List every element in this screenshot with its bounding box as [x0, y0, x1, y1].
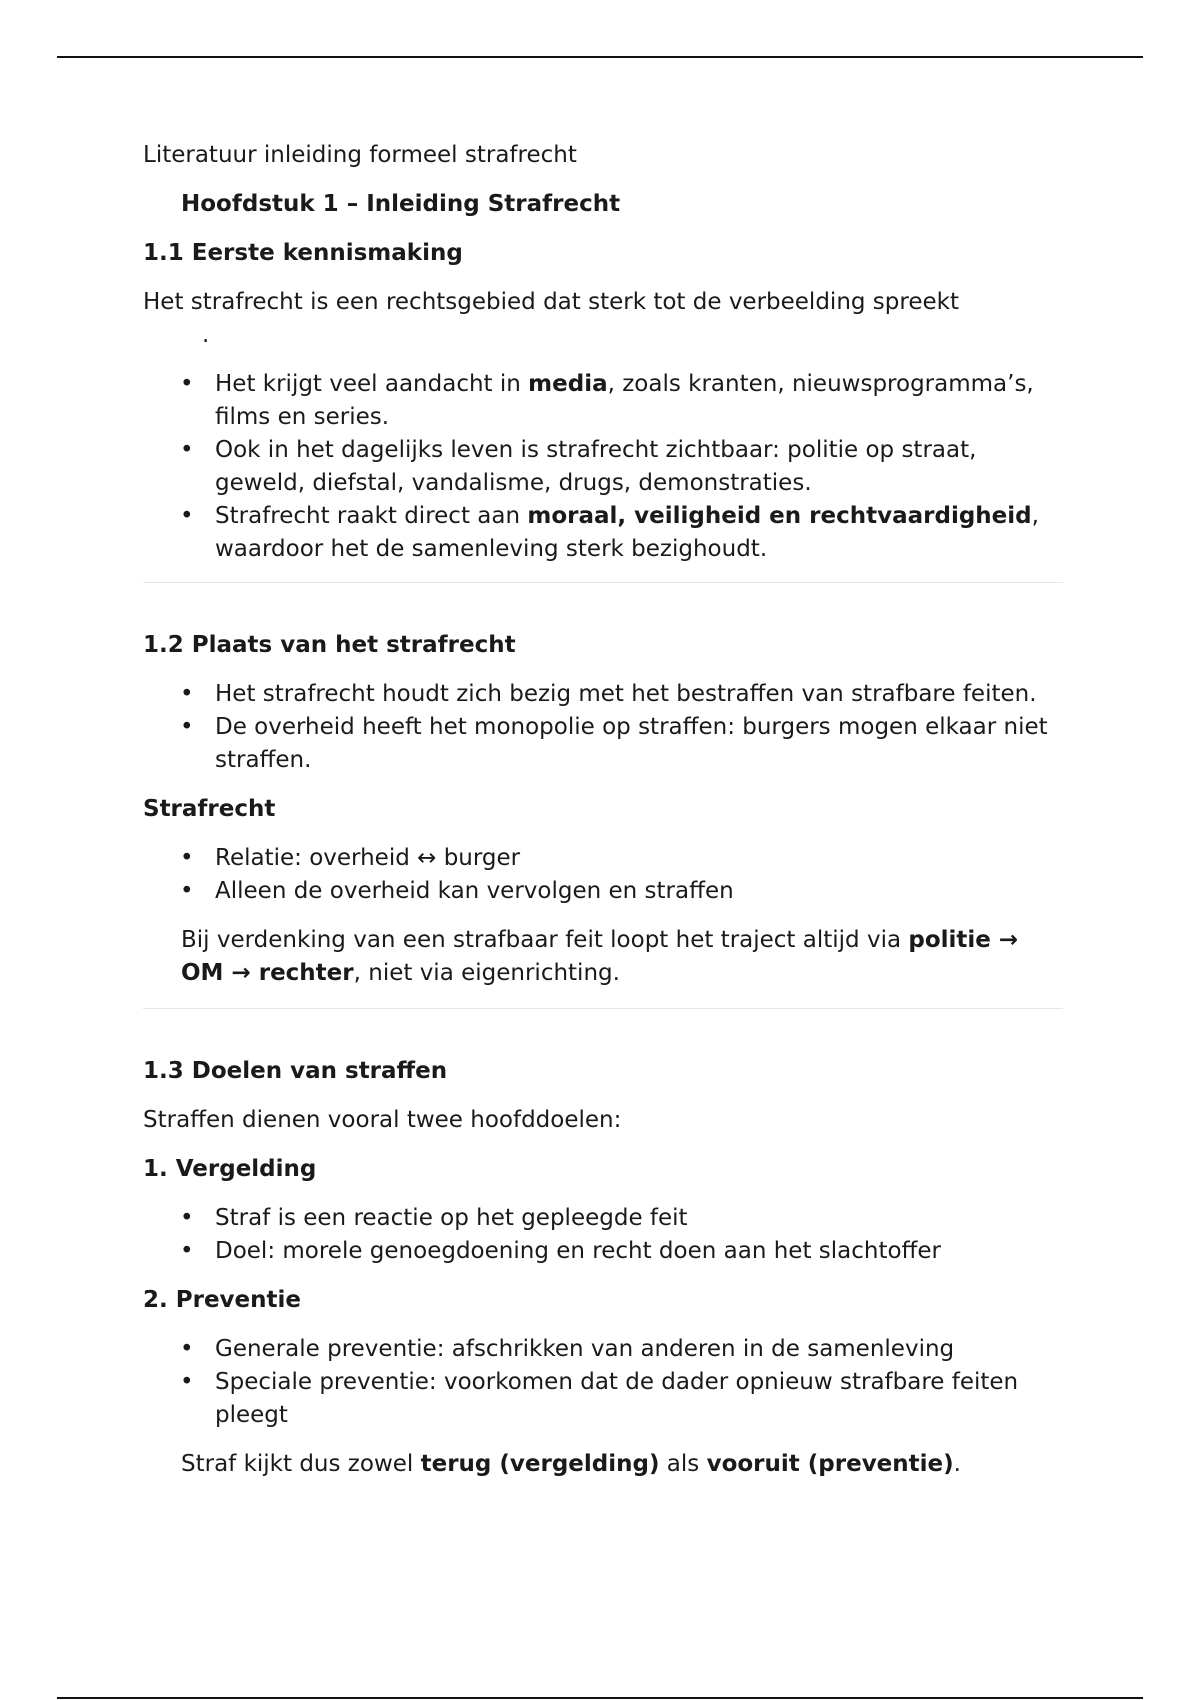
section-1-3-intro: Straffen dienen vooral twee hoofddoelen: — [143, 1107, 622, 1133]
strafrecht-list — [143, 842, 1063, 908]
document-page — [143, 139, 1063, 1497]
list-item: • Straf is een reactie op het gepleegde feit — [215, 1202, 1063, 1235]
page-bottom-rule — [57, 1697, 1143, 1699]
list-item: • Strafrecht raakt direct aan moraal, veiligheid en rechtvaardigheid, waardoor het de samenleving sterk bezighoudt. — [215, 500, 1063, 566]
section-divider — [143, 1008, 1063, 1009]
conclusion: Straf kijkt dus zowel terug (vergelding) als vooruit (preventie). — [181, 1451, 961, 1477]
stray-dot: . — [202, 322, 210, 348]
list-item: • Relatie: overheid ↔ burger — [215, 842, 1063, 875]
goal-heading-vergelding: 1. Vergelding — [143, 1156, 317, 1182]
list-item: • Het krijgt veel aandacht in media, zoals kranten, nieuwsprogramma’s, films en series. — [215, 368, 1063, 434]
subheading-strafrecht: Strafrecht — [143, 796, 276, 822]
document-title: Literatuur inleiding formeel strafrecht — [143, 142, 577, 168]
section-1-2-list — [143, 678, 1063, 777]
chapter-title: Hoofdstuk 1 – Inleiding Strafrecht — [181, 191, 621, 217]
vergelding-list — [143, 1202, 1063, 1268]
list-item: • Ook in het dagelijks leven is strafrecht zichtbaar: politie op straat, geweld, diefstal, vandalisme, drugs, demonstraties. — [215, 434, 1063, 500]
page-top-rule — [57, 56, 1143, 58]
goal-heading-preventie: 2. Preventie — [143, 1287, 301, 1313]
section-heading-1-2: 1.2 Plaats van het strafrecht — [143, 632, 516, 658]
list-item: • De overheid heeft het monopolie op straffen: burgers mogen elkaar niet straffen. — [215, 711, 1063, 777]
list-item: • Doel: morele genoegdoening en recht doen aan het slachtoffer — [215, 1235, 1063, 1268]
section-heading-1-3: 1.3 Doelen van straffen — [143, 1058, 448, 1084]
preventie-list — [143, 1333, 1063, 1432]
section-heading-1-1: 1.1 Eerste kennismaking — [143, 240, 463, 266]
procedure-note: Bij verdenking van een strafbaar feit loopt het traject altijd via politie → OM → rechter, niet via eigenrichting. — [181, 927, 1019, 986]
list-item: • Alleen de overheid kan vervolgen en straffen — [215, 875, 1063, 908]
section-1-1-list — [143, 368, 1063, 566]
list-item: • Het strafrecht houdt zich bezig met het bestraffen van strafbare feiten. — [215, 678, 1063, 711]
list-item: • Generale preventie: afschrikken van anderen in de samenleving — [215, 1333, 1063, 1366]
section-1-1-intro: Het strafrecht is een rechtsgebied dat sterk tot de verbeelding spreekt — [143, 289, 959, 315]
list-item: • Speciale preventie: voorkomen dat de dader opnieuw strafbare feiten pleegt — [215, 1366, 1063, 1432]
section-divider — [143, 582, 1063, 583]
